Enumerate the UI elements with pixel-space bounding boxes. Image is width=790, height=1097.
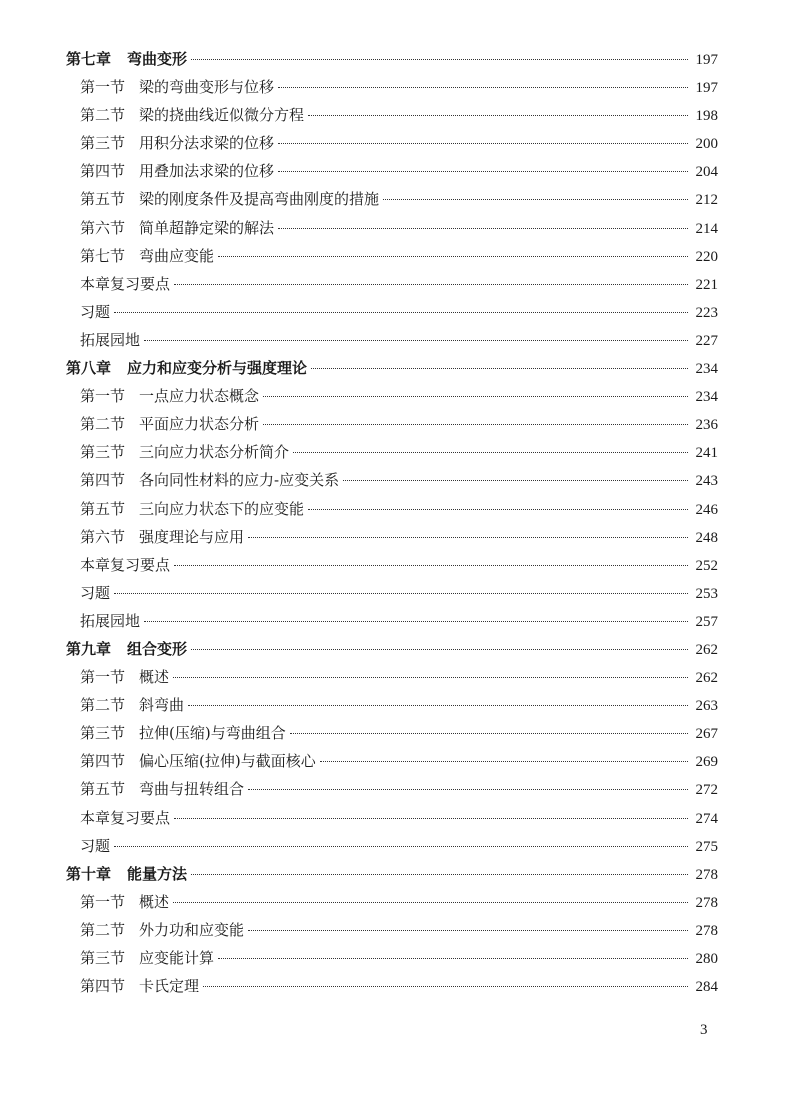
toc-entry-title: 用叠加法求梁的位移 [139,162,275,181]
toc-section-entry[interactable] [66,972,718,1000]
toc-section-entry[interactable] [66,888,718,916]
toc-entry-title: 组合变形 [127,639,188,658]
toc-entry-page: 227 [695,332,718,349]
toc-entry-number: 第一节 [80,78,126,97]
toc-entry-title: 梁的刚度条件及提高弯曲刚度的措施 [139,190,380,209]
toc-entry-number: 第三节 [80,949,126,967]
toc-entry-title: 强度理论与应用 [139,527,245,546]
toc-section-entry[interactable] [66,73,718,101]
toc-entry-title: 平面应力状态分析 [139,415,260,434]
toc-entry-number: 第七节 [80,246,126,265]
toc-section-entry[interactable] [66,242,718,270]
toc-entry-page: 200 [695,136,718,153]
toc-entry-number: 第九章 [66,639,112,658]
toc-entry-number: 第三节 [80,724,126,743]
toc-entry-page: 284 [695,979,718,996]
toc-entry-title: 概述 [139,668,170,687]
table-of-contents [66,45,718,1000]
dot-leader [218,958,688,959]
toc-entry-title: 简单超静定梁的解法 [139,218,275,237]
toc-entry-number: 第六节 [80,218,126,237]
toc-section-entry[interactable] [66,101,718,129]
toc-entry-page: 223 [695,304,718,321]
dot-leader [383,199,688,200]
toc-entry-title: 习题 [80,583,111,602]
dot-leader [173,677,688,678]
toc-entry-page: 257 [695,613,718,630]
toc-entry-page: 252 [695,557,718,574]
toc-entry-number: 第二节 [80,696,126,715]
dot-leader [278,171,688,172]
dot-leader [248,537,688,538]
dot-leader [308,509,688,510]
dot-leader [278,87,688,88]
dot-leader [311,368,688,369]
toc-entry-number: 第四节 [80,471,126,490]
toc-entry-page: 278 [695,894,718,911]
toc-entry-number: 第三节 [80,443,126,462]
toc-section-entry[interactable] [66,523,718,551]
toc-entry-title: 各向同性材料的应力-应变关系 [139,471,340,490]
toc-entry-page: 221 [695,276,718,293]
dot-leader [290,733,688,734]
dot-leader [173,902,688,903]
toc-extra-entry[interactable] [66,298,718,326]
toc-extra-entry[interactable] [66,607,718,635]
toc-chapter-entry[interactable] [66,45,718,73]
dot-leader [188,705,688,706]
toc-extra-entry[interactable] [66,804,718,832]
toc-extra-entry[interactable] [66,832,718,860]
toc-entry-page: 243 [695,473,718,490]
toc-entry-title: 一点应力状态概念 [139,387,260,406]
toc-section-entry[interactable] [66,157,718,185]
toc-entry-title: 用积分法求梁的位移 [139,134,275,153]
toc-entry-number: 第一节 [80,892,126,911]
toc-entry-title: 弯曲与扭转组合 [139,780,245,799]
toc-entry-title: 梁的挠曲线近似微分方程 [139,106,305,125]
toc-entry-number: 第五节 [80,780,126,799]
toc-extra-entry[interactable] [66,579,718,607]
toc-section-entry[interactable] [66,438,718,466]
toc-entry-title: 弯曲应变能 [139,246,215,265]
dot-leader [114,846,688,847]
dot-leader [114,312,688,313]
toc-entry-title: 斜弯曲 [139,696,185,715]
toc-entry-page: 241 [695,445,718,462]
toc-entry-number: 第五节 [80,499,126,518]
toc-entry-number: 第四节 [80,977,126,996]
dot-leader [248,789,688,790]
toc-entry-title: 习题 [80,836,111,855]
toc-entry-page: 269 [695,754,718,771]
toc-section-entry[interactable] [66,916,718,944]
toc-entry-number: 第四节 [80,752,126,771]
toc-entry-title: 卡氏定理 [139,977,200,996]
toc-entry-page: 234 [695,389,718,406]
toc-entry-title: 拓展园地 [80,611,141,630]
toc-entry-title: 本章复习要点 [80,808,171,827]
dot-leader [174,284,688,285]
toc-entry-number: 第一节 [80,668,126,687]
toc-entry-number: 第二节 [80,106,126,125]
toc-entry-number: 第四节 [80,162,126,181]
toc-entry-page: 263 [695,698,718,715]
dot-leader [320,761,688,762]
dot-leader [218,256,688,257]
toc-extra-entry[interactable] [66,326,718,354]
toc-entry-title: 能量方法 [127,864,188,883]
toc-entry-title: 拓展园地 [80,330,141,349]
dot-leader [278,143,688,144]
toc-entry-page: 246 [695,501,718,518]
toc-entry-page: 280 [695,951,718,967]
dot-leader [191,874,688,875]
toc-entry-title: 概述 [139,892,170,911]
dot-leader [191,649,688,650]
toc-entry-page: 236 [695,417,718,434]
toc-entry-page: 198 [695,108,718,125]
dot-leader [263,396,688,397]
toc-entry-number: 第七章 [66,50,112,68]
toc-entry-page: 272 [695,782,718,799]
toc-section-entry[interactable] [66,382,718,410]
toc-entry-page: 204 [695,164,718,181]
toc-entry-title: 三向应力状态分析简介 [139,443,290,462]
toc-entry-page: 197 [695,52,718,68]
dot-leader [174,818,688,819]
toc-entry-title: 应力和应变分析与强度理论 [127,359,308,378]
toc-entry-title: 习题 [80,302,111,321]
toc-entry-number: 第十章 [66,864,112,883]
toc-entry-page: 267 [695,726,718,743]
toc-section-entry[interactable] [66,185,718,213]
toc-entry-title: 外力功和应变能 [139,920,245,939]
dot-leader [263,424,688,425]
toc-section-entry[interactable] [66,410,718,438]
toc-extra-entry[interactable] [66,551,718,579]
toc-section-entry[interactable] [66,775,718,803]
toc-chapter-entry[interactable] [66,354,718,382]
toc-entry-title: 偏心压缩(拉伸)与截面核心 [139,752,316,771]
toc-section-entry[interactable] [66,129,718,157]
dot-leader [343,480,688,481]
toc-section-entry[interactable] [66,663,718,691]
toc-entry-page: 248 [695,529,718,546]
toc-entry-title: 本章复习要点 [80,555,171,574]
toc-entry-number: 第八章 [66,359,112,378]
dot-leader [293,452,688,453]
dot-leader [278,228,688,229]
toc-entry-title: 梁的弯曲变形与位移 [139,78,275,97]
toc-entry-number: 第二节 [80,920,126,939]
toc-entry-title: 三向应力状态下的应变能 [139,499,305,518]
toc-extra-entry[interactable] [66,270,718,298]
dot-leader [248,930,688,931]
toc-section-entry[interactable] [66,214,718,242]
dot-leader [308,115,688,116]
dot-leader [203,986,688,987]
toc-entry-title: 应变能计算 [139,949,215,967]
toc-entry-title: 拉伸(压缩)与弯曲组合 [139,724,286,743]
toc-entry-page: 234 [695,361,718,378]
toc-entry-page: 275 [695,838,718,855]
toc-entry-page: 278 [695,866,718,883]
toc-section-entry[interactable] [66,944,718,972]
dot-leader [114,593,688,594]
dot-leader [144,340,688,341]
page-number: 3 [700,1022,708,1038]
dot-leader [191,59,688,60]
toc-entry-page: 262 [695,670,718,687]
toc-entry-page: 253 [695,585,718,602]
toc-entry-number: 第五节 [80,190,126,209]
toc-entry-page: 214 [695,220,718,237]
toc-section-entry[interactable] [66,495,718,523]
toc-section-entry[interactable] [66,466,718,494]
dot-leader [144,621,688,622]
toc-entry-number: 第三节 [80,134,126,153]
toc-section-entry[interactable] [66,691,718,719]
toc-entry-number: 第六节 [80,527,126,546]
toc-entry-page: 262 [695,641,718,658]
toc-entry-page: 278 [695,922,718,939]
toc-entry-page: 274 [695,810,718,827]
toc-entry-page: 220 [695,248,718,265]
toc-entry-title: 本章复习要点 [80,274,171,293]
toc-chapter-entry[interactable] [66,635,718,663]
dot-leader [174,565,688,566]
toc-section-entry[interactable] [66,747,718,775]
toc-chapter-entry[interactable] [66,860,718,888]
toc-entry-page: 212 [695,192,718,209]
toc-entry-number: 第一节 [80,387,126,406]
toc-entry-page: 197 [695,80,718,97]
toc-entry-title: 弯曲变形 [127,50,188,68]
toc-entry-number: 第二节 [80,415,126,434]
toc-section-entry[interactable] [66,719,718,747]
